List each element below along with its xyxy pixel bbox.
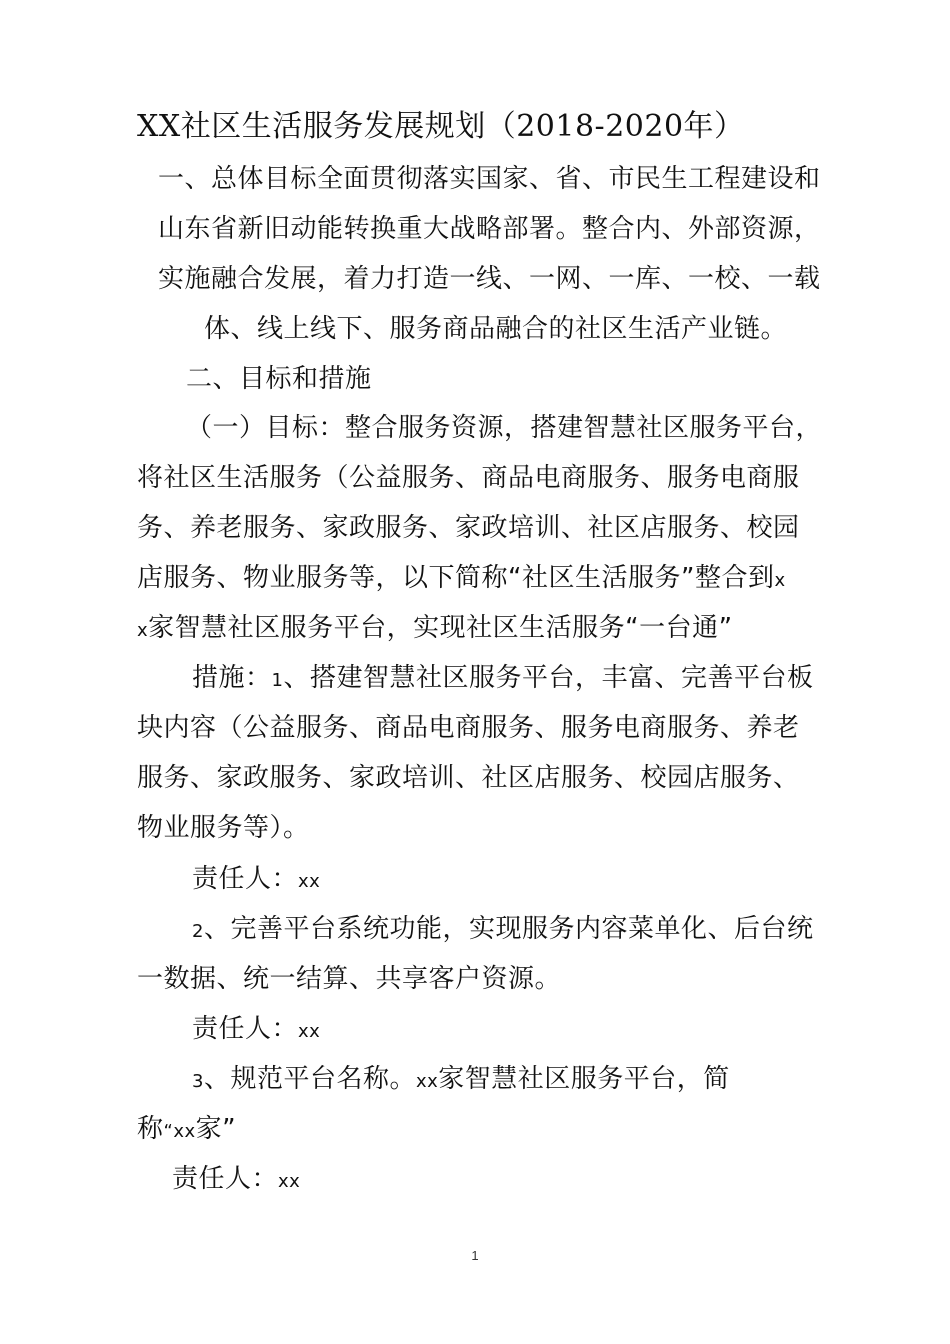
list-number: 1: [271, 670, 284, 691]
paragraph-text: xx: [415, 1071, 439, 1092]
paragraph-text: 家”: [195, 1114, 237, 1144]
responsible-label: 责任人：: [192, 1014, 299, 1044]
paragraph-line: 山东省新旧动能转换重大战略部署。整合内、外部资源，: [158, 214, 821, 244]
paragraph-line: （一）目标：整合服务资源，搭建智慧社区服务平台，: [186, 413, 823, 443]
page-number: 1: [471, 1248, 479, 1263]
paragraph-line: 实施融合发展，着力打造一线、一网、一库、一校、一载: [158, 264, 821, 294]
paragraph-line: [137, 611, 733, 648]
responsible-person: [192, 1012, 320, 1049]
list-number: 3: [192, 1071, 204, 1092]
paragraph-line: 务、养老服务、家政服务、家政培训、社区店服务、校园: [137, 513, 800, 543]
paragraph-line: [192, 1062, 730, 1099]
paragraph-line: 服务、家政服务、家政培训、社区店服务、校园店服务、: [137, 763, 800, 793]
paragraph-text: 家智慧社区服务平台，实现社区生活服务“一台通”: [148, 613, 733, 643]
section-heading: 二、目标和措施: [186, 364, 372, 394]
list-number: 2: [192, 921, 204, 942]
paragraph-line: 一数据、统一结算、共享客户资源。: [137, 964, 562, 994]
paragraph-text: 称: [137, 1114, 164, 1144]
paragraph-text: “xx: [163, 1121, 196, 1142]
responsible-person: [192, 862, 320, 899]
paragraph-text: 店服务、物业服务等，以下简称“社区生活服务”整合到: [137, 563, 775, 593]
paragraph-line: [137, 561, 786, 598]
paragraph-line: 一、总体目标全面贯彻落实国家、省、市民生工程建设和: [158, 164, 821, 194]
responsible-label: 责任人：: [172, 1164, 279, 1194]
paragraph-line: 将社区生活服务（公益服务、商品电商服务、服务电商服: [137, 463, 800, 493]
paragraph-text: 、规范平台名称。: [203, 1064, 416, 1094]
paragraph-line: [192, 912, 813, 949]
responsible-label: 责任人：: [192, 864, 299, 894]
responsible-person: [172, 1162, 300, 1199]
responsible-value: xx: [298, 871, 321, 892]
document-title: XX社区生活服务发展规划（2018-2020年）: [137, 109, 745, 144]
paragraph-line: [192, 661, 813, 698]
responsible-value: xx: [278, 1171, 301, 1192]
paragraph-text: 家智慧社区服务平台，简: [438, 1064, 730, 1094]
paragraph-line: 物业服务等）。: [137, 813, 310, 843]
paragraph-text: 、完善平台系统功能，实现服务内容菜单化、后台统: [203, 914, 814, 944]
paragraph-line: 块内容（公益服务、商品电商服务、服务电商服务、养老: [137, 713, 800, 743]
paragraph-text: 措施：: [192, 663, 272, 693]
paragraph-text: x: [774, 570, 786, 591]
paragraph-text: x: [137, 620, 149, 641]
paragraph-text: 、搭建智慧社区服务平台，丰富、完善平台板: [283, 663, 814, 693]
paragraph-line: [137, 1112, 236, 1149]
responsible-value: xx: [298, 1021, 321, 1042]
paragraph-line: 体、线上线下、服务商品融合的社区生活产业链。: [204, 314, 788, 344]
